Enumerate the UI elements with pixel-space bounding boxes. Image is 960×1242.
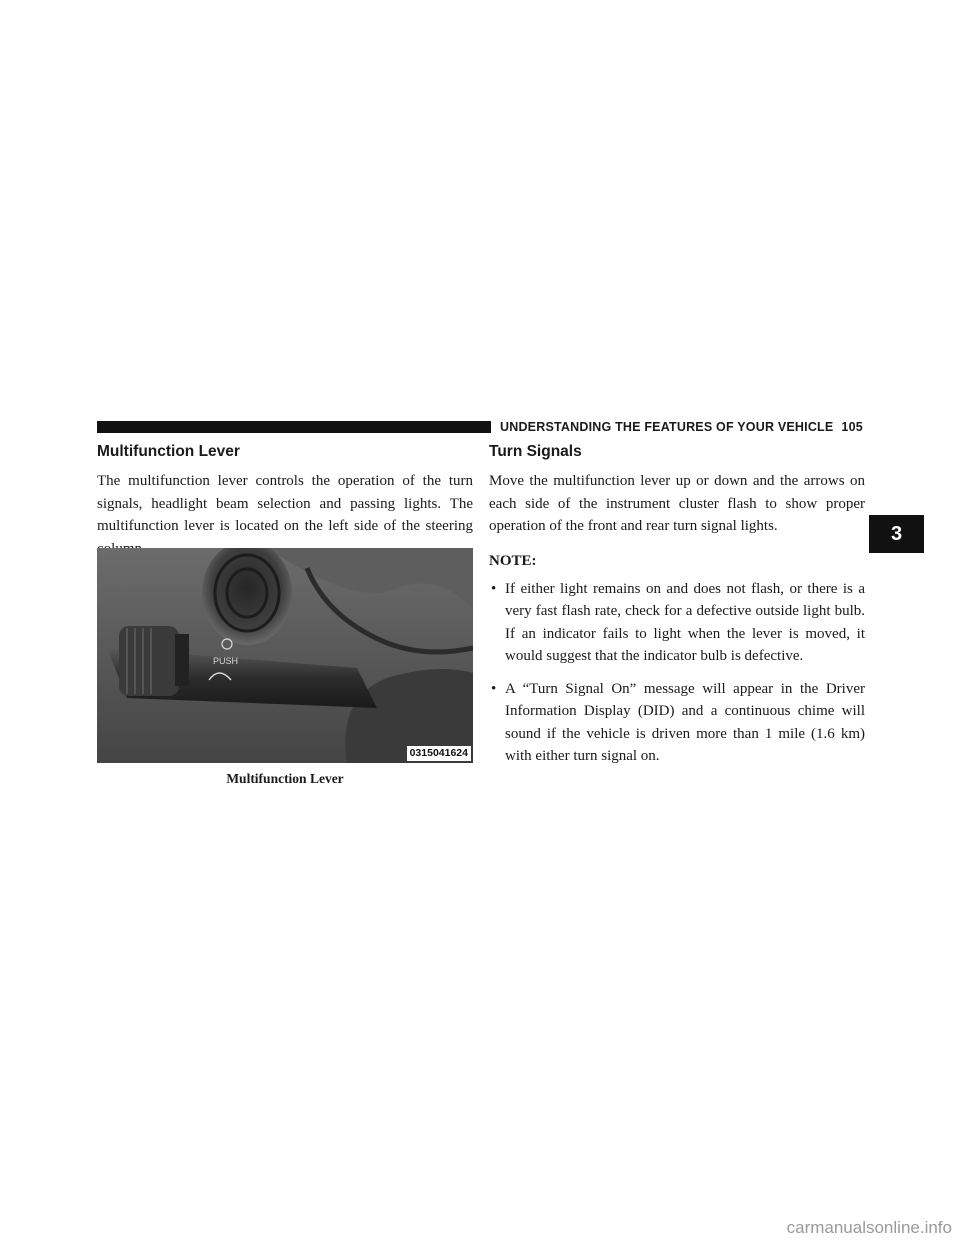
section-title: UNDERSTANDING THE FEATURES OF YOUR VEHICLE bbox=[500, 420, 834, 434]
list-item bbox=[489, 678, 865, 768]
multifunction-lever-photo bbox=[97, 548, 473, 763]
page-number: 105 bbox=[841, 420, 863, 434]
note-label: NOTE: bbox=[489, 552, 537, 569]
bullet-icon: • bbox=[491, 680, 497, 697]
header-rule bbox=[97, 421, 491, 433]
note-bullets bbox=[489, 578, 865, 768]
running-header bbox=[500, 418, 864, 436]
lever-illustration bbox=[97, 548, 473, 763]
figure-caption: Multifunction Lever bbox=[226, 771, 344, 786]
push-label: PUSH bbox=[213, 656, 239, 666]
right-column bbox=[489, 442, 865, 778]
left-column bbox=[97, 442, 473, 560]
bullet-text: If either light remains on and does not flash, or there is a very fast flash rate, check for a defective outside light bulb. If an indicator fails to light when the lever is moved, it would suggest that the indicator bulb is defective. bbox=[505, 580, 865, 664]
watermark: carmanualsonline.info bbox=[786, 1218, 952, 1237]
multifunction-lever-heading: Multifunction Lever bbox=[97, 443, 240, 460]
turn-signals-heading: Turn Signals bbox=[489, 443, 582, 460]
turn-signals-paragraph: Move the multifunction lever up or down and the arrows on each side of the instrument cluster flash to show proper operation of the front and rear turn signal lights. bbox=[489, 473, 865, 534]
bullet-text: A “Turn Signal On” message will appear in the Driver Information Display (DID) and a continuous chime will sound if the vehicle is driven more than 1 mile (1.6 km) with either turn signal on. bbox=[505, 680, 865, 764]
multifunction-lever-paragraph: The multifunction lever controls the operation of the turn signals, headlight beam selection and passing lights. The multifunction lever is located on the left side of the steering bbox=[97, 473, 473, 534]
lever-ring bbox=[175, 634, 189, 686]
list-item bbox=[489, 578, 865, 668]
image-code: 0315041624 bbox=[407, 746, 471, 761]
chapter-tab: 3 bbox=[869, 515, 924, 553]
bullet-icon: • bbox=[491, 580, 497, 597]
